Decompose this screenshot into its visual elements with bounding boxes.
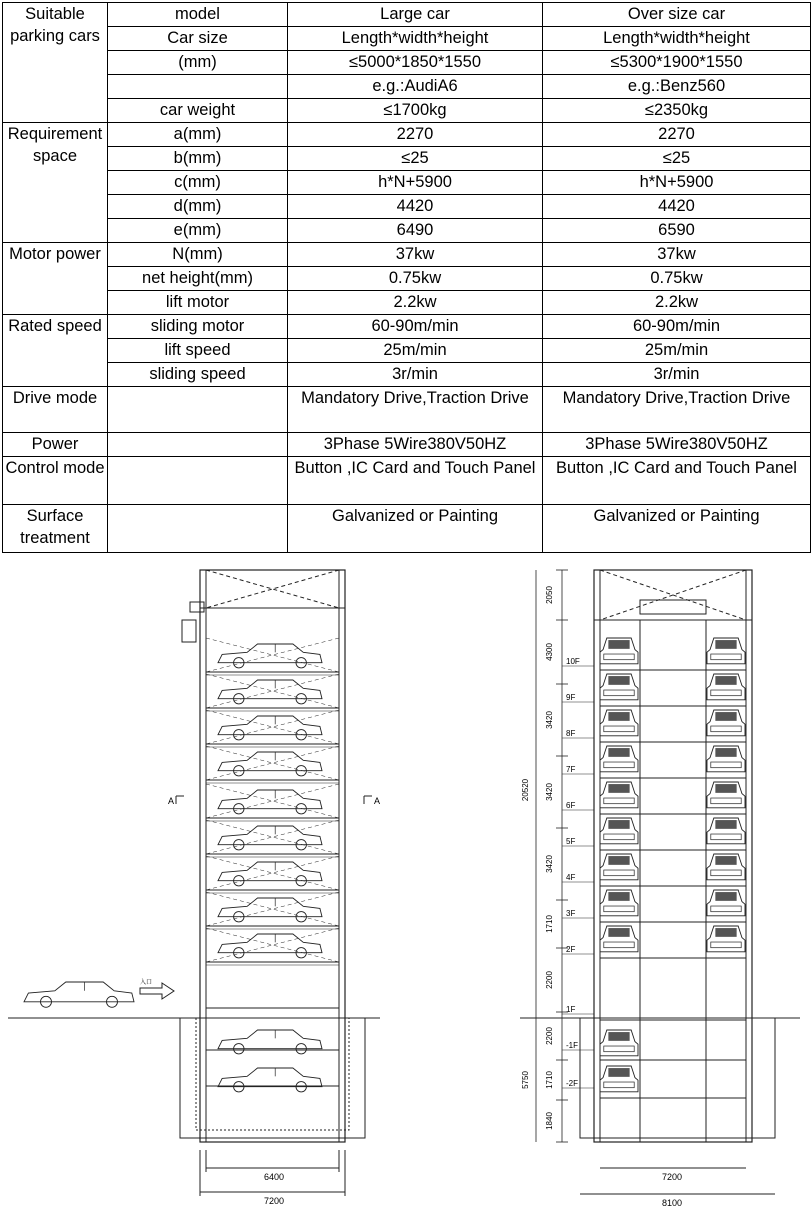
table-row [3, 339, 811, 363]
height-dim-label: 1710 [545, 1071, 554, 1089]
row-large-car-cell: ≤25 [288, 147, 543, 171]
car-side-icon [218, 862, 322, 881]
height-dim-label: 4300 [545, 643, 554, 661]
row-large-car-cell: 2270 [288, 123, 543, 147]
car-side-icon [218, 752, 322, 771]
row-large-car-cell: Mandatory Drive,Traction Drive [288, 387, 543, 433]
row-model-cell: c(mm) [108, 171, 288, 195]
header-model: model [108, 3, 288, 27]
table-row [3, 315, 811, 339]
floor-label: 1F [566, 1005, 576, 1014]
row-over-size-cell: e.g.:Benz560 [543, 75, 811, 99]
table-row [3, 99, 811, 123]
floor-label: 10F [566, 657, 580, 666]
car-side-icon [218, 934, 322, 953]
table-row [3, 195, 811, 219]
row-model-cell: sliding speed [108, 363, 288, 387]
table-row [3, 51, 811, 75]
height-dim-label: 3420 [545, 711, 554, 729]
floor-label: 4F [566, 873, 576, 882]
row-over-size-cell: 2270 [543, 123, 811, 147]
row-large-car-cell: 0.75kw [288, 267, 543, 291]
floor-label: 9F [566, 693, 576, 702]
table-row [3, 171, 811, 195]
row-over-size-cell: ≤5300*1900*1550 [543, 51, 811, 75]
height-dim-label: 2200 [545, 971, 554, 989]
group-label: Requirement space [3, 123, 108, 243]
table-row [3, 27, 811, 51]
row-over-size-cell: 60-90m/min [543, 315, 811, 339]
row-large-car-cell: 4420 [288, 195, 543, 219]
table-row [3, 457, 811, 505]
row-model-cell [108, 505, 288, 553]
floor-label: 6F [566, 801, 576, 810]
row-large-car-cell: 2.2kw [288, 291, 543, 315]
row-over-size-cell: ≤25 [543, 147, 811, 171]
row-over-size-cell: 2.2kw [543, 291, 811, 315]
row-large-car-cell: 3r/min [288, 363, 543, 387]
row-large-car-cell: 6490 [288, 219, 543, 243]
row-large-car-cell: Button ,IC Card and Touch Panel [288, 457, 543, 505]
row-over-size-cell: Button ,IC Card and Touch Panel [543, 457, 811, 505]
left-pit [180, 1018, 365, 1138]
floor-label: -1F [566, 1041, 578, 1050]
floor-label: -2F [566, 1079, 578, 1088]
row-over-size-cell: 6590 [543, 219, 811, 243]
spec-table-body [3, 3, 811, 553]
left-tower-elevation [24, 570, 380, 1206]
car-side-icon [218, 716, 322, 735]
table-row [3, 75, 811, 99]
row-over-size-cell: 0.75kw [543, 267, 811, 291]
row-large-car-cell: e.g.:AudiA6 [288, 75, 543, 99]
total-height-lower: 5750 [521, 1071, 530, 1089]
row-model-cell: e(mm) [108, 219, 288, 243]
row-large-car-cell: ≤5000*1850*1550 [288, 51, 543, 75]
entering-car-icon [24, 982, 134, 1007]
entry-label: 入口 [140, 980, 153, 986]
row-model-cell [108, 387, 288, 433]
table-row [3, 433, 811, 457]
row-large-car-cell: Length*width*height [288, 27, 543, 51]
left-dim-inner: 6400 [264, 1172, 285, 1182]
group-label: Motor power [3, 243, 108, 315]
car-side-icon [24, 982, 134, 1002]
row-over-size-cell: 4420 [543, 195, 811, 219]
row-over-size-cell: 3r/min [543, 363, 811, 387]
car-side-icon [218, 1030, 322, 1049]
floor-label: 2F [566, 945, 576, 954]
row-large-car-cell: 25m/min [288, 339, 543, 363]
height-dim-label: 1710 [545, 915, 554, 933]
car-side-icon [218, 644, 322, 663]
section-mark-left: A [168, 796, 175, 806]
row-large-car-cell: 3Phase 5Wire380V50HZ [288, 433, 543, 457]
floor-label: 7F [566, 765, 576, 774]
row-large-car-cell: h*N+5900 [288, 171, 543, 195]
row-model-cell: lift speed [108, 339, 288, 363]
table-row [3, 267, 811, 291]
row-over-size-cell: Galvanized or Painting [543, 505, 811, 553]
row-model-cell: lift motor [108, 291, 288, 315]
height-dim-label: 1840 [545, 1112, 554, 1130]
row-label-cell: Power [3, 433, 108, 457]
row-model-cell [108, 433, 288, 457]
total-height-upper: 20520 [521, 778, 530, 802]
table-row [3, 387, 811, 433]
row-model-cell [108, 75, 288, 99]
table-row [3, 505, 811, 553]
row-label-cell: Surface treatment [3, 505, 108, 553]
row-over-size-cell: 25m/min [543, 339, 811, 363]
height-dim-label: 2200 [545, 1027, 554, 1045]
floor-label: 3F [566, 909, 576, 918]
right-dim-outer: 8100 [662, 1198, 683, 1208]
right-tower-elevation [521, 570, 775, 1208]
car-side-icon [218, 826, 322, 845]
table-row [3, 3, 811, 27]
row-large-car-cell: ≤1700kg [288, 99, 543, 123]
table-row [3, 243, 811, 267]
section-mark-right: A [374, 796, 381, 806]
spec-table [2, 2, 811, 553]
row-model-cell: car weight [108, 99, 288, 123]
row-model-cell: Car size [108, 27, 288, 51]
row-model-cell: net height(mm) [108, 267, 288, 291]
table-row [3, 363, 811, 387]
car-side-icon [218, 790, 322, 809]
car-side-icon [218, 898, 322, 917]
table-row [3, 291, 811, 315]
car-side-icon [218, 1068, 322, 1087]
row-model-cell: sliding motor [108, 315, 288, 339]
row-over-size-cell: ≤2350kg [543, 99, 811, 123]
row-over-size-cell: Length*width*height [543, 27, 811, 51]
floor-label: 5F [566, 837, 576, 846]
row-over-size-cell: Mandatory Drive,Traction Drive [543, 387, 811, 433]
height-dim-label: 3420 [545, 855, 554, 873]
header-over-size-car: Over size car [543, 3, 811, 27]
table-row [3, 147, 811, 171]
row-model-cell: (mm) [108, 51, 288, 75]
row-model-cell: d(mm) [108, 195, 288, 219]
left-pit-inner [196, 1018, 349, 1130]
height-dim-label: 2050 [545, 586, 554, 604]
height-dim-label: 3420 [545, 783, 554, 801]
header-large-car: Large car [288, 3, 543, 27]
row-model-cell: N(mm) [108, 243, 288, 267]
left-dim-outer: 7200 [264, 1196, 285, 1206]
row-model-cell [108, 457, 288, 505]
right-dim-inner: 7200 [662, 1172, 683, 1182]
row-over-size-cell: h*N+5900 [543, 171, 811, 195]
table-row [3, 219, 811, 243]
row-large-car-cell: 37kw [288, 243, 543, 267]
row-over-size-cell: 3Phase 5Wire380V50HZ [543, 433, 811, 457]
floor-label: 8F [566, 729, 576, 738]
car-side-icon [218, 680, 322, 699]
group-label: Rated speed [3, 315, 108, 387]
row-large-car-cell: Galvanized or Painting [288, 505, 543, 553]
row-model-cell: b(mm) [108, 147, 288, 171]
row-label-cell: Control mode [3, 457, 108, 505]
table-row [3, 123, 811, 147]
row-over-size-cell: 37kw [543, 243, 811, 267]
row-model-cell: a(mm) [108, 123, 288, 147]
row-label-cell: Drive mode [3, 387, 108, 433]
tower-drawings [0, 560, 812, 1212]
group-label: Suitable parking cars [3, 3, 108, 123]
row-large-car-cell: 60-90m/min [288, 315, 543, 339]
